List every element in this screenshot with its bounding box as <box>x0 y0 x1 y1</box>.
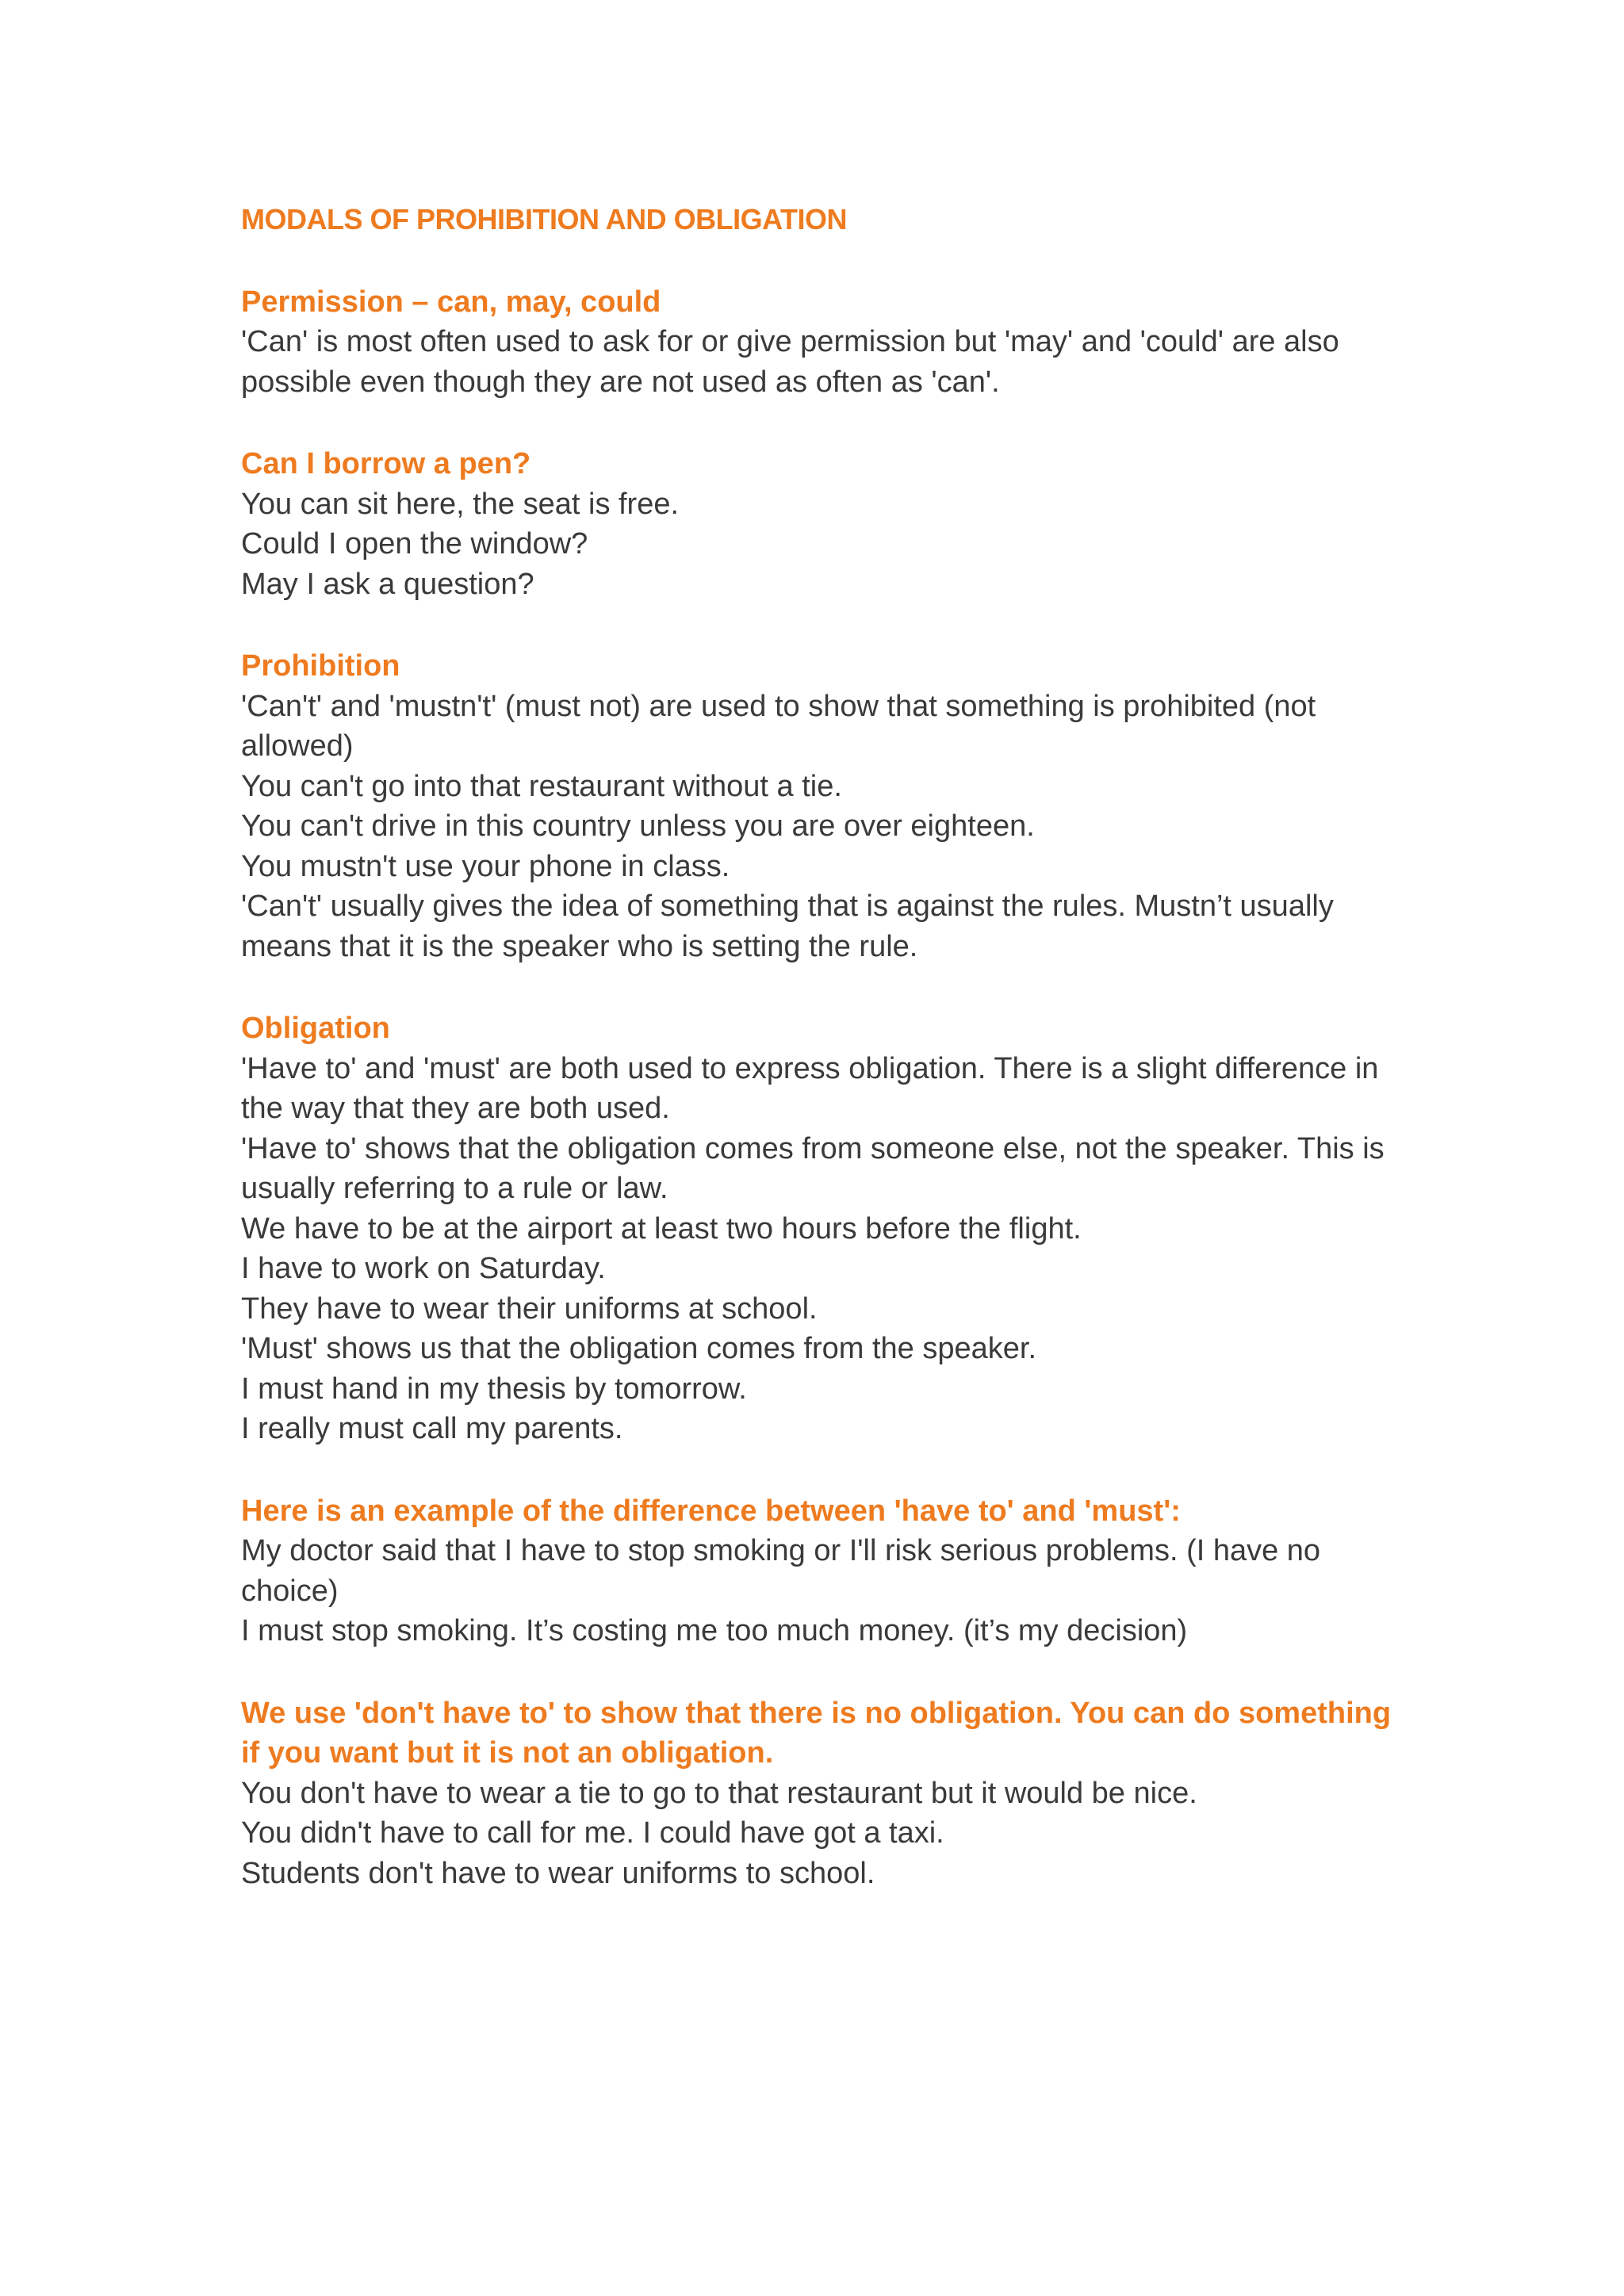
document-title: MODALS OF PROHIBITION AND OBLIGATION <box>241 203 847 235</box>
section-line: 'Have to' shows that the obligation comes from someone else, not the speaker. This is usually referring to a rule or law. <box>241 1131 1385 1205</box>
section-line: 'Can' is most often used to ask for or give permission but 'may' and 'could' are also possible even though they are not used as often as 'can'. <box>241 325 1339 399</box>
section-gap <box>241 1449 1399 1491</box>
section-heading: Prohibition <box>241 649 400 683</box>
section-gap <box>241 966 1399 1008</box>
section-line: Students don't have to wear uniforms to school. <box>241 1856 875 1890</box>
section-line: You can't go into that restaurant without a tie. <box>241 769 842 803</box>
section-line: I have to work on Saturday. <box>241 1252 606 1285</box>
section-line: 'Must' shows us that the obligation comes from the speaker. <box>241 1332 1037 1365</box>
section-line: I must hand in my thesis by tomorrow. <box>241 1372 747 1406</box>
section-line: You mustn't use your phone in class. <box>241 849 730 883</box>
section-gap <box>241 240 1399 282</box>
section-line: You don't have to wear a tie to go to that restaurant but it would be nice. <box>241 1776 1197 1810</box>
section-line: 'Can't' and 'mustn't' (must not) are used to show that something is prohibited (not allowed) <box>241 689 1316 763</box>
section-obligation <box>241 1008 1399 1449</box>
section-prohibition <box>241 646 1399 966</box>
section-line: You can't drive in this country unless you are over eighteen. <box>241 809 1035 843</box>
section-line: I really must call my parents. <box>241 1412 623 1445</box>
section-heading: We use 'don't have to' to show that there is no obligation. You can do something if you want but it is not an obligation. <box>241 1696 1392 1770</box>
section-line: 'Can't' usually gives the idea of something that is against the rules. Mustn’t usually means that it is the speaker who is setting the rule. <box>241 890 1334 963</box>
section-difference-example <box>241 1491 1399 1651</box>
section-heading: Can I borrow a pen? <box>241 447 531 480</box>
section-line: My doctor said that I have to stop smoking or I'll risk serious problems. (I have no choice) <box>241 1534 1321 1608</box>
section-gap <box>241 402 1399 444</box>
section-line: May I ask a question? <box>241 567 534 601</box>
section-line: You can sit here, the seat is free. <box>241 487 680 521</box>
document-content <box>241 200 1399 1893</box>
section-heading: Permission – can, may, could <box>241 285 661 319</box>
section-line: We have to be at the airport at least two hours before the flight. <box>241 1211 1082 1246</box>
section-permission <box>241 282 1399 403</box>
section-line: 'Have to' and 'must' are both used to express obligation. There is a slight difference in the way that they are both used. <box>241 1051 1379 1125</box>
section-no-obligation <box>241 1693 1399 1894</box>
section-line: I must stop smoking. It’s costing me too much money. (it’s my decision) <box>241 1614 1188 1647</box>
section-gap <box>241 1651 1399 1693</box>
section-line: Could I open the window? <box>241 527 588 561</box>
section-examples-permission <box>241 444 1399 604</box>
section-heading: Obligation <box>241 1012 390 1045</box>
section-heading: Here is an example of the difference between 'have to' and 'must': <box>241 1494 1181 1528</box>
section-gap <box>241 604 1399 646</box>
section-line: They have to wear their uniforms at school. <box>241 1292 818 1326</box>
section-line: You didn't have to call for me. I could have got a taxi. <box>241 1816 944 1850</box>
